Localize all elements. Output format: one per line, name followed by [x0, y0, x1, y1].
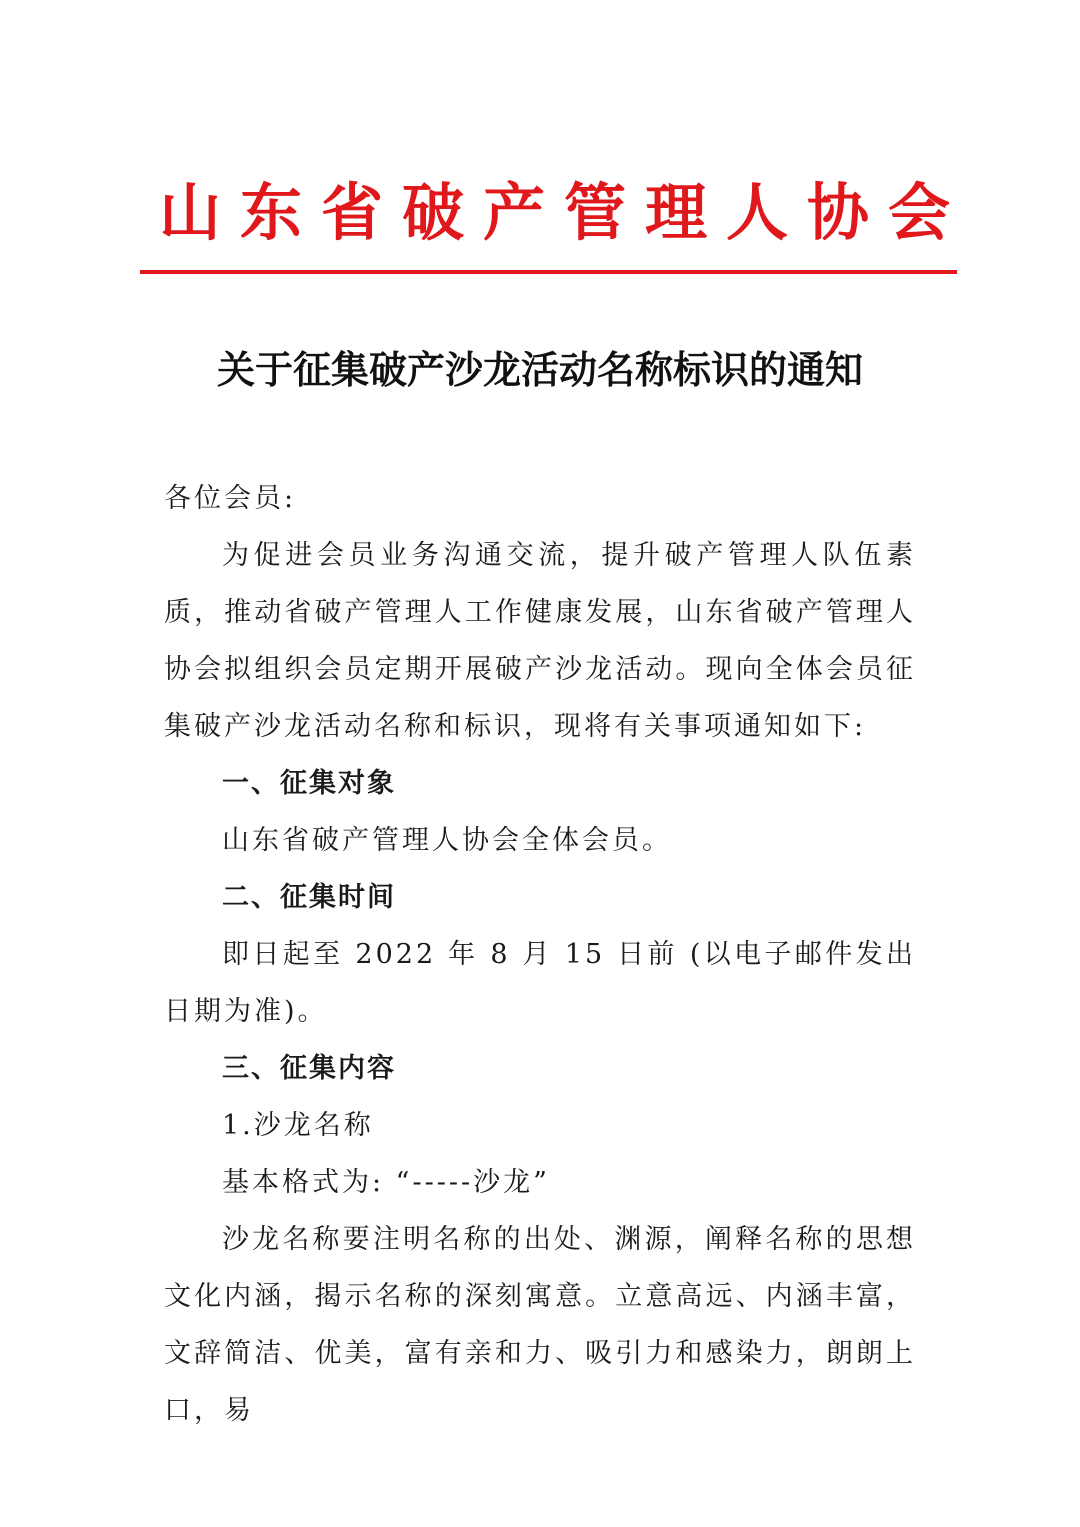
- item-title-salon-name: 1.沙龙名称: [222, 1110, 374, 1141]
- section-heading-time: 二、征集时间: [222, 882, 396, 913]
- intro-paragraph: 为促进会员业务沟通交流，提升破产管理人队伍素质，推动省破产管理人工作健康发展，山东省破产管理人协会拟组织会员定期开展破产沙龙活动。现向全体会员征集破产沙龙活动名称和标识，现将有关事项通知如下:: [164, 540, 916, 742]
- document-title: 关于征集破产沙龙活动名称标识的通知: [216, 348, 863, 392]
- document-body: [164, 470, 916, 1439]
- header-divider: [140, 270, 957, 274]
- item-body-salon-name: 沙龙名称要注明名称的出处、渊源，阐释名称的思想文化内涵，揭示名称的深刻寓意。立意高远、内涵丰富，文辞简洁、优美，富有亲和力、吸引力和感染力，朗朗上口，易: [164, 1224, 916, 1426]
- salutation: 各位会员:: [164, 483, 297, 514]
- section-heading-content: 三、征集内容: [222, 1053, 396, 1084]
- organization-header: 山东省破产管理人协会: [159, 176, 970, 249]
- item-format-salon-name: 基本格式为: “-----沙龙”: [222, 1167, 550, 1198]
- section-body-target: 山东省破产管理人协会全体会员。: [222, 825, 672, 856]
- section-body-time: 即日起至 2022 年 8 月 15 日前 (以电子邮件发出日期为准)。: [164, 939, 916, 1027]
- section-heading-target: 一、征集对象: [222, 768, 396, 799]
